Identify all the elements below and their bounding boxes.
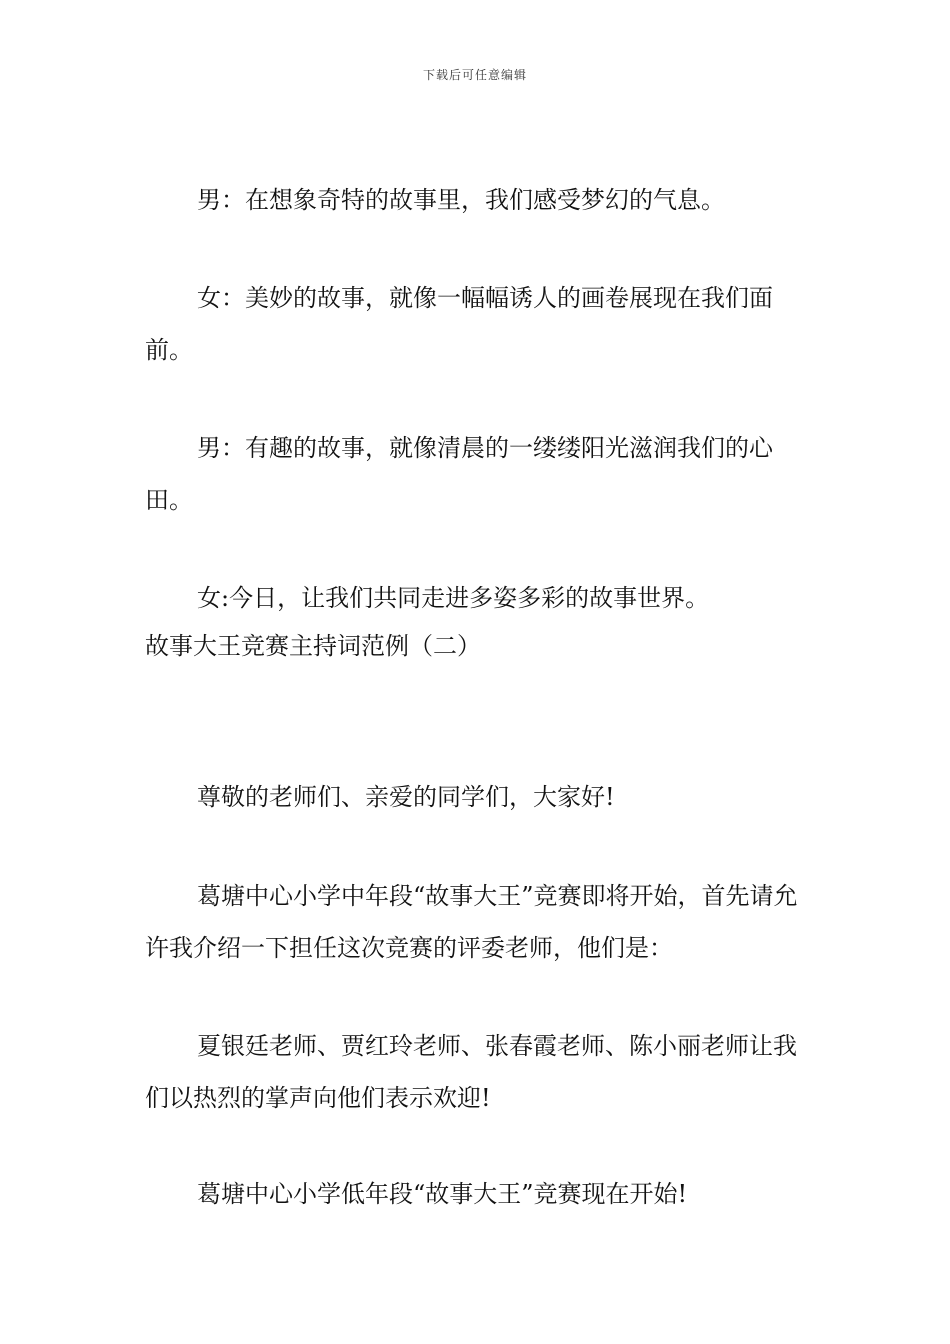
paragraph-2: 女：美妙的故事，就像一幅幅诱人的画卷展现在我们面前。 [145, 284, 773, 364]
paragraph-7: 夏银廷老师、贾红玲老师、张春霞老师、陈小丽老师让我们以热烈的掌声向他们表示欢迎! [145, 1032, 797, 1112]
paragraph-1: 男：在想象奇特的故事里，我们感受梦幻的气息。 [197, 186, 725, 214]
paragraph-8: 葛塘中心小学低年段“故事大王”竞赛现在开始! [197, 1180, 688, 1208]
paragraph-4: 女:今日，让我们共同走进多姿多彩的故事世界。 [197, 584, 710, 612]
page-header: 下载后可任意编辑 [422, 68, 527, 82]
paragraph-5: 尊敬的老师们、亲爱的同学们，大家好! [197, 783, 615, 811]
section-title: 故事大王竞赛主持词范例（二） [145, 632, 481, 660]
paragraph-6: 葛塘中心小学中年段“故事大王”竞赛即将开始，首先请允许我介绍一下担任这次竞赛的评委老师，他们是： [145, 882, 798, 962]
paragraph-3: 男：有趣的故事，就像清晨的一缕缕阳光滋润我们的心田。 [145, 434, 773, 514]
